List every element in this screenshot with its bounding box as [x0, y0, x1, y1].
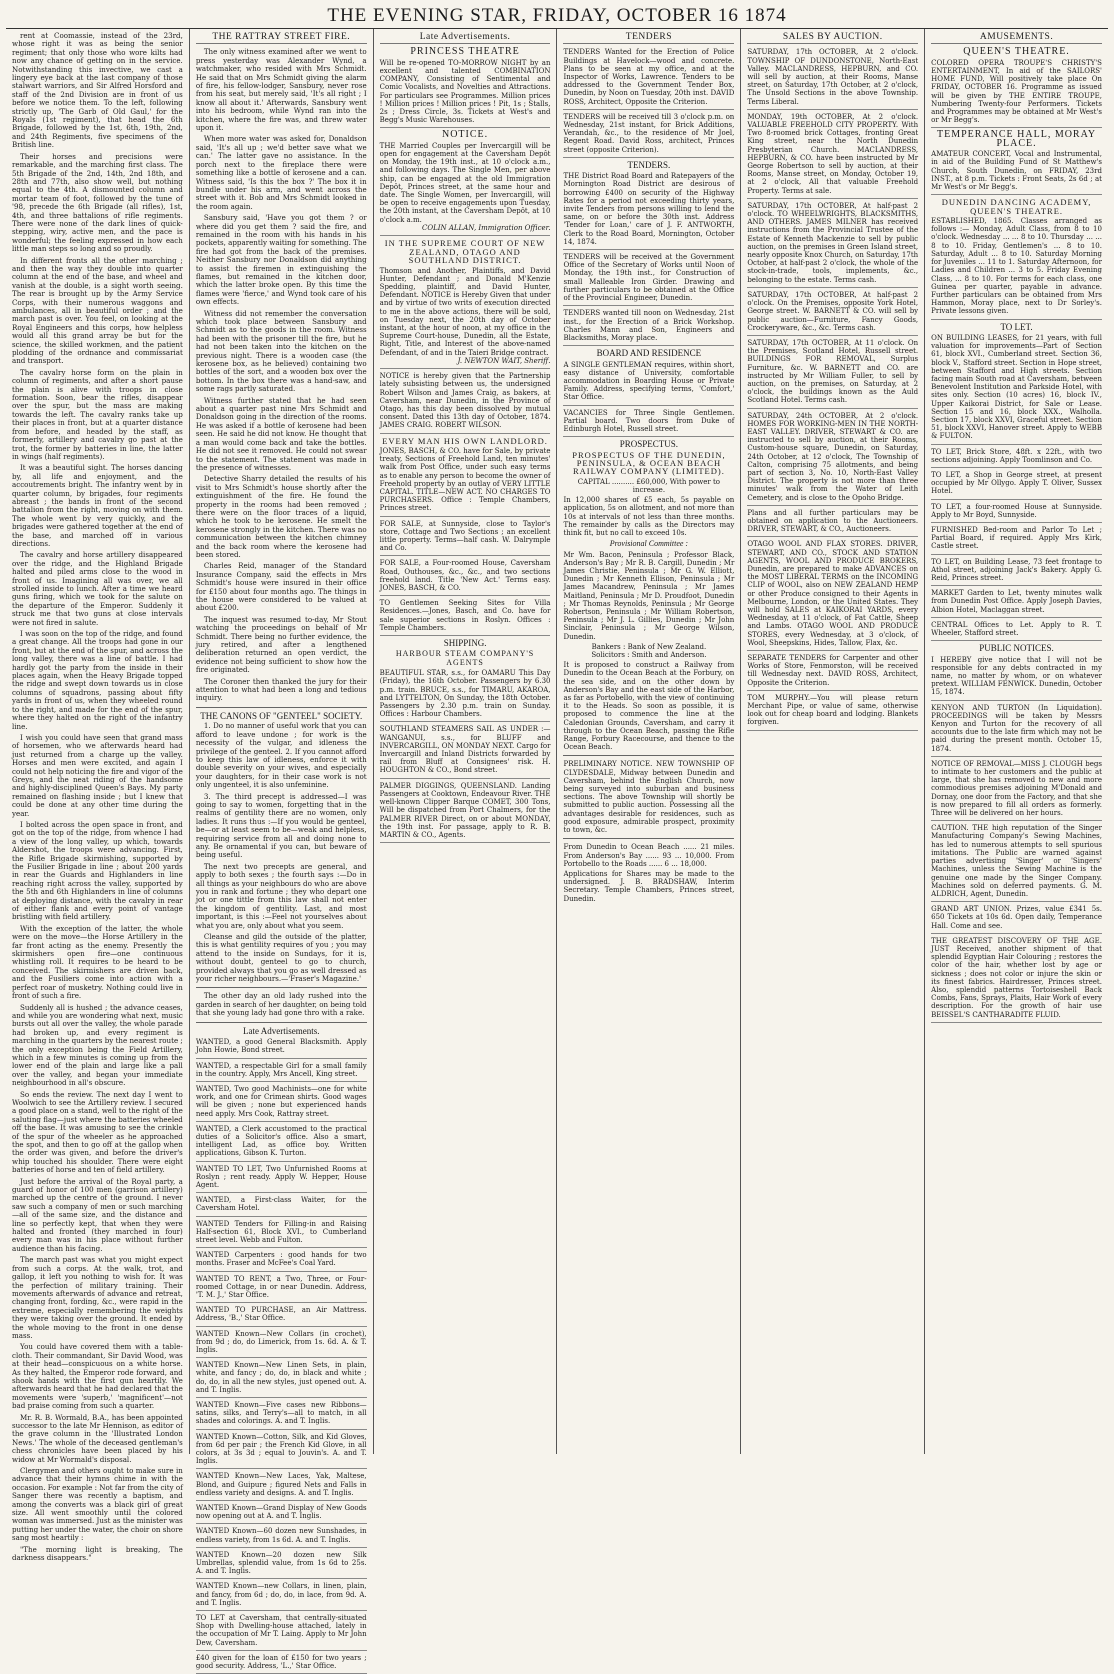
auction-ad	[747, 540, 918, 651]
sale-ad	[380, 559, 551, 596]
wanted-ad	[196, 1220, 367, 1249]
tenders-subheading: TENDERS.	[627, 159, 671, 170]
column-5	[740, 29, 924, 1454]
article-paragraph	[12, 257, 183, 366]
article-paragraph-text: You could have covered them with a table-cloth. Their commandant, Sir David Wood, was at their head—conspicuous on a white horse. As they halted, the Emperor rode forward, and shook hands with the first gun heartily. We afterwards heard that he had declared that the movements were 'superb,' 'magnificent'—not bad praise coming from such a quarter.	[12, 1342, 183, 1411]
divider	[196, 987, 367, 988]
article-paragraph-text: Mr. R. B. Wormald, B.A., has been appointed successor to the late Mr Hennison, as editor of the grave column in the 'Illustrated London News.' The whole of the deceased gentleman's chess chronicles have been placed by his widow at Mr Wormald's disposal.	[12, 1412, 183, 1464]
article-paragraph	[12, 369, 183, 461]
tender-ad	[563, 172, 734, 250]
wanted-ad	[196, 1472, 367, 1501]
auction-ad-text: SATURDAY, 24th OCTOBER, At 2 o'clock. HOMES FOR WORKING-MEN IN THE NORTH-EAST VALLEY. DRIVER, STEWART & CO. are instructed to sell by auction, at their Rooms, Custom-house square, Dunedin, on Saturday, 24th October, at 12 o'clock, The Township of Calton, comprising 75 allotments, and being part of section 3, No. 10, North-East Valley District. The property is not more than three minutes' walk from the Water of Leith Cemetery, and is close to the Opoho Bridge.	[747, 411, 919, 502]
article-paragraph-text: 3. The third precept is addressed—I was going to say to women, forgetting that in the realms of gentility there are no women, only ladies. It runs thus :—If you would be genteel, be—or at least seem to be—weak and helpless, requiring service from all and doing none to any. Be ornamental if you can, but beware of being useful.	[195, 791, 367, 860]
to-let-ad	[931, 558, 1102, 587]
public-notice-text: NOTICE OF REMOVAL—MISS J. CLOUGH begs to intimate to her customers and the public at large, that she has removed to new and more commodious premises adjoining M'Donald and Dornay, one door from the Factory, and that she is now prepared to fill all orders as formerly. Three will be delivered on her hours.	[931, 759, 1102, 818]
dancing-academy-ad	[931, 198, 1102, 319]
public-notice-text: KENYON AND TURTON (In Liquidation). PROCEEDINGS will be taken by Messrs Kenyon and Turton for the recovery of all accounts due to the late firm which may not be paid during the present month. October 15, 1874.	[931, 703, 1102, 753]
fares-table: From Dunedin to Ocean Beach ...... 21 miles. From Anderson's Bay ...... 93 ... 10,000. From Portobello to the Roads ...... 6 ... 18,000.	[563, 843, 735, 868]
palmer-diggings-ad	[380, 782, 551, 843]
article-paragraph-text: Just before the arrival of the Royal party, a guard of honor of 100 men (garrison artillery) marched up the centre of the ground. I never saw such a company of men or such marching—all of the same size, and the distance and line so perfectly kept, that when they were halted and fronted (they marched in four) every man was in his place without further audience than his facing.	[12, 1176, 183, 1253]
to-let-ad	[931, 334, 1102, 445]
partnership-notice	[380, 372, 551, 433]
court-title: IN THE SUPREME COURT OF NEW ZEALAND, OTAGO AND SOUTHLAND DISTRICT.	[384, 238, 546, 266]
article-paragraph-text: The Coroner then thanked the jury for their attention to what had been a long and tedious inquiry.	[195, 676, 367, 703]
to-let-ad-text: TO LET, Brick Store, 48ft. x 22ft., with two sections adjoining. Apply Toomlinson and Co.	[931, 447, 1102, 464]
wanted-ad	[196, 1196, 367, 1216]
dancing-title: DUNEDIN DANCING ACADEMY, QUEEN'S THEATRE.	[941, 197, 1092, 216]
article-paragraph	[196, 48, 367, 132]
temperance-body: AMATEUR CONCERT, Vocal and Instrumental, in aid of the Building Fund of St Matthew's Church, South Dunedin, on FRIDAY, 23rd INST., at 8 p.m. Tickets : Front Seats, 2s 6d ; at Mr West's or Mr Begg's.	[931, 150, 1102, 192]
princess-theatre-ad	[380, 48, 551, 128]
article-paragraph	[12, 1004, 183, 1088]
partnership-body: NOTICE is hereby given that the Partnership lately subsisting between us, the undersigned Robert Wilson and James Craig, as bakers, at Caversham, near Dunedin, in the Province of Otago, has this day been dissolved by mutual consent. Dated this 13th day of October, 1874. JAMES CRAIG. ROBERT WILSON.	[379, 372, 551, 430]
public-notice-text: I HEREBY give notice that I will not be responsible for any debts contracted in my name, no matter by whom, or on whatever pretext. WILLIAM FENWICK. Dunedin, October 15, 1874.	[931, 655, 1102, 697]
article-paragraph	[12, 1343, 183, 1410]
auction-ads	[747, 48, 918, 730]
auction-ad	[747, 339, 918, 409]
princess-theatre-body: Will be re-opened TO-MORROW NIGHT by an excellent and talented COMBINATION COMPANY, Consisting of Sentimental and Comic Vocalists, and Novelties and Attractions. For particulars see Programmes. Million prices ! Million prices ! Million prices ! Pit, 1s ; Stalls, 2s ; Dress Circle, 3s. Tickets at West's and Begg's Music Warehouses.	[379, 58, 551, 125]
tender-body: TENDERS Wanted for the Erection of Police Buildings at Havelock—wood and concrete. Plans to be seen at my office, and at the Inspector of Works, Lawrence. Tenders to be addressed to the Government Tender Box, Dunedin, by Noon on Tuesday, 20th inst. DAVID ROSS, Architect, Opposite the Criterion.	[563, 48, 735, 106]
southland-body: SOUTHLAND STEAMERS SAIL AS UNDER :— WANGANUI, s.s., for BLUFF and INVERCARGILL, ON MONDAY NEXT. Cargo for Invercargill and Inland Districts forwarded by rail from Bluff at Consignees' risk. H. HOUGHTON & CO., Bond street.	[379, 725, 551, 775]
to-let-ad-text: TO LET, a four-roomed House at Sunnyside. Apply to Mr Boyd, Sunnyside.	[931, 502, 1102, 519]
wanted-ad	[196, 1527, 367, 1547]
solicitors-line: Solicitors : Smith and Anderson.	[591, 651, 707, 660]
article-paragraph	[12, 630, 183, 731]
wanted-ad	[196, 1125, 367, 1162]
capital-line: CAPITAL .......... £60,000, With power to increase.	[577, 477, 721, 494]
auction-ad-text: SATURDAY, 17th OCTOBER, At 11 o'clock. On the Premises, Scotland Hotel, Russell street. BUILDINGS FOR REMOVAL, Surplus Furniture, &c. W. BARNETT and CO. are instructed by Mr William Fuller, to sell by auction, on the premises, on Saturday, at 2 o'clock, the buildings known as the Auld Scotland Hotel. Terms cash.	[747, 338, 919, 405]
wanted-ads	[196, 1038, 367, 1674]
wanted-ad	[196, 1582, 367, 1611]
column-6	[924, 29, 1108, 1454]
late-ads-heading: Late Advertisements.	[243, 1025, 320, 1036]
wanted-ad	[196, 1165, 367, 1194]
auction-ad-text: MONDAY, 19th OCTOBER, At 2 o'clock. VALUABLE FREEHOLD CITY PROPERTY. With Two 8-roomed brick Cottages, fronting Great King street, near the North Dunedin Presbyterian Church. MACLANDRESS, HEPBURN, & CO. have been instructed by Mr George Robertson to sell by auction, at their Rooms, Manse street, on Monday, October 19, at 2 o'clock, All that valuable Freehold Property. Terms at sale.	[747, 112, 919, 195]
wanted-ad	[196, 1361, 367, 1398]
rattray-fire-heading: THE RATTRAY STREET FIRE.	[196, 33, 367, 44]
article-paragraph-text: The march past was what you might expect from such a corps. At the walk, trot, and gallop, it left you nothing to wish for. It was the perfection of military training. Their movements afterwards of advance and retreat, changing front, fording, &c., were rapid in the extreme, especially remembering the weights they were taking over the ground. It ended by the whole moving to the front in one dense mass.	[12, 1255, 183, 1340]
article-paragraph	[12, 1414, 183, 1464]
harbour-steam-ad	[380, 650, 551, 722]
bankers-line: Bankers : Bank of New Zealand.	[591, 642, 707, 651]
notice-signature: COLIN ALLAN, Immigration Officer.	[422, 223, 551, 232]
article-paragraph	[12, 464, 183, 548]
auction-ad	[747, 202, 918, 288]
board-ad	[563, 409, 734, 438]
public-notice-text: THE GREATEST DISCOVERY OF THE AGE. JUST Received, another shipment of that splendid Egyptian Hair Colouring ; restores the color of the hair, whether lost by age or sickness ; does not color or injure the skin or its finest fabrics. Hairdresser, Princes street. Also, splendid patterns Tortoiseshell Back Combs, Fans, Sprays, Plaits, Hair Work of every description. For the growth of hair use BEISSEL'S CANTHARADITE FLUID.	[931, 936, 1102, 1019]
to-let-ad-text: TO LET, on Building Lease, 73 feet frontage to Athol street, adjoining Jack's Bakery. Apply G. Reid, Princes street.	[931, 557, 1102, 582]
bradshaw-notice: Applications for Shares may be made to the undersigned. J. B. BRADSHAW, Interim Secretary. Temple Chambers, Princes street, Dunedin.	[563, 869, 735, 903]
public-notice-text: CAUTION. THE high reputation of the Singer Manufacturing Company's Sewing Machines, has led to numerous attempts to sell spurious imitations. The Public are warned against parties advertising 'Singer' or 'Singers' Machines, unless the Sewing Machine is the genuine one made by the Singer Company. Machines sold on deferred payments. G. M. ALDRICH, Agent, Dunedin.	[931, 824, 1102, 898]
article-paragraph-text: So ends the review. The next day I went to Woolwich to see the Artillery review. I secured a good place on a stand, well to the right of the saluting flag—just where the batteries wheeled off the base. It was amusing to see the crinkle of the spur of the wheeler as he approached the spot, and then to go off at the gallop when the order was given, and before the driver's whip touched his shoulder. There were eight batteries of horse and ten of field artillery.	[12, 1089, 183, 1175]
article-paragraph	[12, 1546, 183, 1563]
wanted-ad	[196, 1330, 367, 1359]
columns	[6, 29, 1108, 1671]
wanted-ad	[196, 1062, 367, 1082]
notice-body: THE Married Couples per Invercargill will be open for engagement at the Caversham Depôt on Monday, the 19th inst., at 10 o'clock a.m., and following days. The Single Men, per above ship, can be engaged at the old Immigration Depôt, Princes street, at the same hour and date. The Single Women, per Invercargill, will be open to receive engagements upon Tuesday, the 20th instant, at the Caversham Depôt, at 10 o'clock a.m.	[379, 141, 551, 224]
princess-theatre-title: PRINCESS THEATRE	[410, 46, 520, 58]
article-paragraph	[196, 135, 367, 211]
wanted-ad-text: WANTED, a Clerk accustomed to the practical duties of a Solicitor's office. Also a smart, intelligent Lad, as office boy. Written applications, Gibson K. Turton.	[195, 1124, 367, 1158]
wanted-ad-text: WANTED Known—Cotton, Silk, and Kid Gloves, from 6d per pair ; the French Kid Glove, in all colors, at 3s 3d ; equal to Jouvin's. A. and T. Inglis.	[195, 1432, 367, 1466]
article-paragraph-text: With the exception of the latter, the whole were on the move—the Horse Artillery in the far front acting as the enemy. Presently the skirmishers open fire—one continuous whistling roll. It requires to be heard to be conceived. The skirmishers are driven back, and the Fusiliers come into action with a perfect roar of musketry. Nothing could live in front of such a fire.	[12, 923, 183, 1001]
wanted-ad-text: WANTED Known—Grand Display of New Goods now opening out at A. and T. Inglis.	[195, 1504, 367, 1521]
article-paragraph-text: I bolted across the open space in front, and got on the top of the ridge, from whence I had a view of the long valley, up which, towards Aldershot, the troops were advancing. First, the Rifle Brigade skirmishing, supported by the Fusilier Brigade in line ; about 200 yards in rear the Guards and Highlanders in line reaching right across the valley, supported by the 5th and 6th Highlanders in line of columns at deploying distance, with the cavalry in rear of either flank and every point of vantage bristling with field artillery.	[12, 819, 183, 922]
landlord-ad	[380, 437, 551, 517]
public-notice	[931, 760, 1102, 821]
landlord-title: EVERY MAN HIS OWN LANDLORD.	[382, 435, 548, 446]
article-paragraph-text: Their horses and precisions were remarkable, and the marching first class. The 5th Brigade of the 2nd, 14th, 2nd 18th, and 28th and 77th, also show well, but nothing equal to the 4th. A dismounted column and mortar team of foot, followed by the tune of '98, precede the 6th Brigade (all rifles), 1st, 4th, and three battalions of rifle regiments. There were none of the dark lines of quick-stepping, wiry, active men, and the pace is wonderful; the feeling expressed in how each little man steps so long and so proudly.	[12, 151, 183, 254]
article-paragraph	[12, 1178, 183, 1254]
public-notice-ads	[931, 656, 1102, 1023]
auction-ad	[747, 654, 918, 691]
wanted-ad	[196, 1306, 367, 1326]
article-paragraph-text: Detective Sharry detailed the results of his visit to Mrs Schmidt's house shortly after the extinguishment of the fire. He found the property in the rooms had been removed ; there were on the floor traces of a liquid, which he took to be kerosene. He smelt the kerosene strongly in the kitchen. There was no communication between the kitchen chimney and the back room where the kerosene had been stored.	[195, 474, 367, 559]
auction-ad	[747, 412, 918, 506]
court-notice	[380, 239, 551, 369]
divider	[563, 838, 734, 839]
article-paragraph-text: I was soon on the top of the ridge, and found a great change. All the troops had gone in our front, but at the end of the spur, and across the long valley, there was a line of battle. I had hardly got the party from the inside in their places again, when the Heavy Brigade topped the ridge and swept down towards us in close columns of squadrons, passing about fifty yards in front of us, when they wheeled round to the right, and made for the end of the spur, where they halted on the right of the infantry line.	[12, 629, 183, 731]
auction-ad	[747, 509, 918, 538]
to-let-ads	[931, 334, 1102, 641]
article-paragraph	[196, 214, 367, 306]
article-paragraph-text: Charles Reid, manager of the Standard Insurance Company, said the effects in Mrs Schmidt's house were insured in their office for £150 about four months ago. The things in the house were considered to be valued at about £200.	[195, 561, 367, 613]
tenders-heading: TENDERS	[563, 33, 734, 44]
immigration-notice	[380, 131, 551, 236]
wanted-ad	[196, 1614, 367, 1651]
southland-steamers-ad	[380, 725, 551, 778]
article-paragraph	[196, 793, 367, 860]
auction-heading: SALES BY AUCTION.	[747, 33, 918, 44]
to-let-ad	[931, 471, 1102, 500]
to-let-ad-text: ON BUILDING LEASES, for 21 years, with full valuation for improvements—Part of Section 61, block XVI., Cumberland street. Section 36, block V., Stafford street. Section in Hope street, between Stafford and High streets. Section facing main South road at Caversham, between Benevolent Institution and Parkside Hotel, with sites only. Section (10 acres) 16, block IV., Upper Kaikorai District, for Sale or Lease. Section 15 and 16, block XXX., Walholla. Section 17, block XXVI, Graceful street. Section 51, block XXVI, Hanover street. Apply to WEBB & FULTON.	[931, 333, 1102, 441]
sale-ad	[380, 599, 551, 636]
prospectus-subtitle: PROSPECTUS OF THE DUNEDIN, PENINSULA, & OCEAN BEACH RAILWAY COMPANY (LIMITED).	[572, 449, 726, 477]
temperance-title: TEMPERANCE HALL, MORAY PLACE.	[936, 129, 1097, 149]
wanted-ad	[196, 1275, 367, 1304]
sale-body: FOR SALE, at Sunnyside, close to Taylor's store, Cottage and Two Sections ; an excellent little property. Terms—half cash. W. Dalrymple and Co.	[379, 519, 551, 553]
wanted-ad-text: TO LET at Caversham, that centrally-situated Shop with Dwelling-house attached, lately in the occupation of Mr T. Laing. Apply to Mr John Dew, Caversham.	[195, 1614, 367, 1647]
public-notice-text: GRAND ART UNION. Prizes, value £341 5s. 650 Tickets at 10s 6d. Open daily, Temperance Hall. Come and see.	[931, 905, 1102, 930]
article-paragraph-text: Cleanse and gild the outside of the platter, this is what gentility requires of you ; you may attend to the inside on Sundays, for it is, without doubt, genteel to go to church, provided always that you go as well dressed as your richer neighbours.—'Fraser's Magazine.'	[195, 932, 367, 984]
wanted-ad-text: WANTED, a respectable Girl for a small family in the country. Apply, Mrs Ancell, King street.	[195, 1061, 367, 1078]
sale-body: FOR SALE, a Four-roomed House, Caversham Road, Outhouses, &c., &c., and two sections freehold land. Title 'New Act.' Terms easy. JONES, BASCH, & CO.	[379, 559, 551, 593]
to-let-ad-text: TO LET, a Shop in George street, at present occupied by Mr Ollygo. Apply T. Oliver, Sussex Hotel.	[931, 470, 1102, 496]
article-paragraph-text: The next two precepts are general, and apply to both sexes ; the fourth says :—Do in all things as your neighbours do who are above you in rank and fortune ; they who depart one jot or one tittle from this law shall not enter the kingdom of gentility. Last, and most important, is this :—Feel not yourselves about what you are, only about what you seem.	[195, 861, 367, 930]
article-paragraph-text: In different fronts all the other marching ; and then the way they double into quarter column at the end of the base, and wheel and vanish at the double, is a sight worth seeing. The rear is brought up by the Army Service Corps, with their numerous waggons and ambulances, all in beautiful order ; and the march past is over. You feel, on looking at the Royal Engineers and this corps, how helpless would all this grand array be but for the science, the skilled workmen, and the patient plodding of the ordnance and commissariat and transport.	[12, 255, 183, 366]
article-paragraph	[196, 310, 367, 394]
wanted-ad	[196, 1401, 367, 1430]
prospectus-heading: PROSPECTUS.	[619, 439, 679, 450]
notice-title: NOTICE.	[441, 129, 489, 141]
court-body: Thomson and Another, Plaintiffs, and David Hunter, Defendant ; and Donald M'Kenzie Spedding, plaintiff, and David Hunter, Defendant. NOTICE is Hereby Given that under and by virtue of two writs of execution directed to me in the above actions, there will be sold, on Tuesday next, the 20th day of October instant, at the hour of noon, at my office in the Supreme Court-house, Dunedin, all the Estate, Right, Title, and Interest of the above-named Defendant, of and in the Taieri Bridge contract.	[379, 266, 551, 357]
to-let-ad	[931, 621, 1102, 641]
wanted-ad-text: WANTED Known—New Laces, Yak, Maltese, Blond, and Guipure ; figured Nets and Falls in endless variety and designs. A. and T. Inglis.	[195, 1472, 367, 1497]
wanted-ad	[196, 1251, 367, 1271]
article-paragraph-text: Witness further stated that he had seen about a quarter past nine Mrs Schmidt and Donaldson going in the direction of the rooms. He was asked if a bottle of kerosene had been seen. He said he did not know. He thought that a man would come back and take the bottles. He did not see it removed. He could not swear to the statement. The statement was made in the presence of witnesses.	[195, 395, 367, 472]
auction-ad	[747, 291, 918, 336]
note-text: The other day an old lady rushed into the garden in search of her daughter, on being told that she young lady had gone thro with a rake.	[195, 991, 367, 1018]
sale-ad	[380, 520, 551, 557]
tender-body: TENDERS will be received till 3 o'clock p.m. on Wednesday, 21st instant, for Brick Additions, Verandah, &c., to the residence of Mr Joel, Regent Road. David Ross, architect, Princes street (opposite Criterion).	[563, 112, 735, 154]
court-signature: J. NEWTON WAIT, Sheriff.	[457, 356, 551, 365]
wanted-ad-text: WANTED, a First-class Waiter, for the Caversham Hotel.	[195, 1196, 367, 1213]
article-paragraph	[196, 475, 367, 559]
wanted-ad-text: WANTED, a good General Blacksmith. Apply John Howie, Bond street.	[195, 1038, 367, 1055]
auction-ad	[747, 694, 918, 731]
prospectus-body-2: It is proposed to construct a Railway from Dunedin to the Ocean Beach at the Forbury, on the sea side, and on the other down by Anderson's Bay and the east side of the Harbor, as far as Portobello, with the view of continuing it to the Heads. So soon as possible, it is proposed to commence the line at the Caledonian Grounds, Caversham, and carry it through to the Ocean Beach, passing the Rifle Range, Forbury Racecourse, and thence to the Ocean Beach.	[563, 661, 735, 752]
board-body: A SINGLE GENTLEMAN requires, within short, easy distance of University, comfortable accommodation in Boarding House or Private Family. Address, specifying terms, 'Comfort,' Star Office.	[563, 360, 735, 402]
wanted-ad	[196, 1551, 367, 1580]
auction-ad-text: OTAGO WOOL AND FLAX STORES. DRIVER, STEWART, AND CO., STOCK AND STATION AGENTS, WOOL AND PRODUCE BROKERS, Dunedin, are prepared to make ADVANCES on the MOST LIBERAL TERMS on the INCOMING CLIP of WOOL, also on NEW ZEALAND HEMP or other Produce consigned to their Agents in Melbourne, London, or the United States. They will hold SALES at KAIKORAI YARDS, every Wednesday, at 11 o'clock, of Fat Cattle, Sheep and Lambs. OTAGO WOOL AND PRODUCE STORES, every Wednesday, at 3 o'clock, of Wool, Sheepskins, Hides, Tallow, Flax, &c.	[747, 540, 919, 647]
wanted-ad-text: WANTED Known—60 dozen new Sunshades, in endless variety, from 1s 6d. A. and T. Inglis.	[195, 1527, 367, 1544]
auction-ad-text: Plans and all further particulars may be obtained on application to the Auctioneers. DRIVER, STEWART, & CO., Auctioneers.	[747, 508, 919, 534]
wanted-ad-text: WANTED, Two good Machinists—one for white work, and one for Crimean shirts. Good wages will be given ; none but experienced hands need apply. Mrs Cook, Rattray street.	[195, 1084, 367, 1118]
amusements-heading: AMUSEMENTS.	[931, 33, 1102, 44]
divider	[196, 1022, 367, 1023]
canons-heading: THE CANONS OF "GENTEEL" SOCIETY.	[200, 710, 363, 721]
column-3	[373, 29, 557, 1454]
article-paragraph-text: Suddenly all is hushed ; the advance ceases, and while you are wondering what next, music bursts out all over the valley, the whole parade had broken up, and every regiment is marching in the quarters by the nearest route ; the only exception being the Field Artillery, which in a few minutes is coming up from the lower end of the plain and large like a pall over the valley, and began your immediate neighbourhood in all's obscure.	[12, 1002, 183, 1088]
to-let-ad	[931, 448, 1102, 468]
to-let-heading: TO LET.	[1000, 321, 1033, 332]
wanted-ad-text: WANTED Known—New Linen Sets, in plain, white, and fancy ; do, do, in black and white ; do, do, in all the new styles, just opened out. A. and T. Inglis.	[195, 1361, 367, 1394]
prospectus-body: In 12,000 shares of £5 each, 5s payable on application, 5s on allotment, and not more than 10s at intervals of not less than three months. The remainder by calls as the Directors may think fit, but no call to exceed 10s.	[563, 496, 735, 537]
masthead: THE EVENING STAR, FRIDAY, OCTOBER 16 1874	[6, 4, 1108, 29]
to-let-ad-text: MARKET Garden to Let, twenty minutes walk from Dunedin Post Office. Apply Joseph Davies, Albion Hotel, Maclaggan street.	[931, 589, 1102, 614]
article-paragraph	[196, 562, 367, 612]
article-paragraph	[196, 722, 367, 789]
wanted-ad-text: WANTED TO PURCHASE, an Air Mattress. Address, 'B.,' Star Office.	[195, 1306, 367, 1323]
board-heading: BOARD AND RESIDENCE	[596, 348, 702, 359]
wanted-ad	[196, 1038, 367, 1058]
temperance-hall-ad	[931, 131, 1102, 195]
queens-theatre-ad	[931, 48, 1102, 128]
article-paragraph	[196, 933, 367, 983]
sale-body: TO Gentlemen Seeking Sites for Villa Residences.—Jones, Basch, and Co. have for sale superior sections in Roslyn. Offices : Temple Chambers.	[379, 599, 551, 632]
public-notice	[931, 824, 1102, 902]
canons-article	[196, 722, 367, 983]
queens-theatre-body: COLORED OPERA TROUPE'S CHRISTY'S ENTERTAINMENT, In aid of the SAILORS' HOME FUND, Will positively take place On FRIDAY, OCTOBER 16. Programme as issued will be given by THE ENTIRE TROUPE, Numbering Twenty-four Performers. Tickets and Programmes may be obtained at Mr West's or Mr Begg's.	[931, 58, 1102, 125]
article-paragraph	[196, 863, 367, 930]
article-paragraph	[196, 678, 367, 703]
public-notices-heading: PUBLIC NOTICES.	[979, 643, 1054, 654]
column-1	[6, 29, 189, 1563]
board-body: VACANCIES for Three Single Gentlemen. Partial board. Two doors from Duke of Edinburgh Hotel, Russell street.	[563, 408, 735, 433]
article-paragraph	[12, 551, 183, 627]
palmer-body: PALMER DIGGINGS, QUEENSLAND. Landing Passengers at Cooktown, Endeavour River. THE well-known Clipper Barque COMET, 300 Tons, Will be dispatched from Port Chalmers, for the PALMER RIVER Direct, on or about MONDAY, the 19th inst. For passage, apply to R. B. MARTIN & CO., Agents.	[379, 781, 551, 839]
to-let-ad	[931, 589, 1102, 618]
wanted-ad	[196, 1433, 367, 1470]
tender-ad	[563, 309, 734, 346]
article-paragraph	[12, 1467, 183, 1543]
harbour-body: BEAUTIFUL STAR, s.s., for OAMARU This Day (Friday), the 16th October. Passengers by 6.30 p.m. train. BRUCE, s.s., for TIMARU, AKAROA, and LYTTELTON, On Sunday, the 18th October. Passengers by 2.30 p.m. train on Sunday. Offices : Harbour Chambers.	[379, 669, 551, 719]
article-paragraph	[196, 616, 367, 675]
article-paragraph-text: I wish you could have seen that grand mass of horsemen, who we afterwards heard had just returned from a charge up the valley. Horses and men were excited, and again I could not help noticing the fire and vigor of the Greys, and the neat riding of the handsome and highly-disciplined Queen's Bays. My party remained on flashing inside ; but I knew that could be done at any other time during the year.	[12, 732, 183, 818]
article-paragraph-text: When more water was asked for, Donaldson said, 'It's all up ; we'd better save what we can.' The latter gave no assistance. In the porch next to the fireplace there were something like a bottle of kerosene and a can. Witness said, 'Is this the box ?' The box it in bundle under his arm, and went across the street with it. Bob and Mrs Schmidt looked in the room again.	[195, 134, 367, 211]
shipping-heading: SHIPPING.	[443, 638, 487, 649]
to-let-ad	[931, 503, 1102, 523]
article-paragraph	[196, 397, 367, 473]
article-paragraph-text: Sansbury said, 'Have you got them ? or where did you get them ? said the fire, and remained in the room with his hands in his pockets, apparently waiting for something. The fire had got from the back of the premises. Neither Sansbury nor Donaldson did anything to assist the firemen in extinguishing the flames, but remained in the kitchen door, which the latter broke open. By this time the flames were 'fierce,' and Wynd took care of his own effects.	[195, 213, 367, 307]
wanted-ad-text: WANTED Known—Five cases new Ribbons—satins, silks, and Terry's—all to match, in all shades and colorings. A. and T. Inglis.	[195, 1401, 367, 1426]
article-paragraph-text: The only witness examined after we went to press yesterday was Alexander Wynd, a watchmaker, who resided with Mrs Schmidt. He said that on Mrs Schmidt giving the alarm of fire, his fellow-lodger, Sansbury, never rose from his seat, but merely said, 'It's all right ; I know all about it.' Afterwards, Sansbury went into his bedroom, while Wynd ran into the kitchen, where the fire was, and threw water upon it.	[195, 47, 367, 133]
wanted-ad	[196, 1654, 367, 1674]
article-paragraph	[12, 734, 183, 818]
auction-ad	[747, 48, 918, 109]
to-let-ad-text: CENTRAL Offices to Let. Apply to R. T. Wheeler, Stafford street.	[931, 620, 1102, 638]
article-paragraph-text: The cavalry horse form on the plain in column of regiments, and after a short pause the plain is alive with troops in close formation. Soon, bear the rifles, disappear over the spur, but the mass are making towards the left. The cavalry ranks take up their places in front, but at a quarter distance from before, and headed by the staff, as formerly, artillery and cavalry go past at the trot, the former by batteries in line, the latter in wings (half regiments).	[12, 367, 183, 461]
public-notice	[931, 937, 1102, 1023]
article-paragraph	[12, 821, 183, 922]
article-paragraph-text: The cavalry and horse artillery disappeared over the ridge, and the Highland Brigade halted and piled arms close to the wood in front of us. Imagining all was over, we all strolled inside to lunch. After a time we heard guns firing, which we took for the salute on the departure of the Emperor. Suddenly it struck me that two guns at close intervals were not fired in salute.	[12, 550, 183, 627]
wanted-ad-text: WANTED TO RENT, a Two, Three, or Four-roomed Cottage, in or near Dunedin. Address, 'T. M. J.,' Star Office.	[195, 1274, 367, 1299]
article-paragraph-text: Witness did not remember the conversation which took place between Sansbury and Schmidt as to the goods in the room. Witness had been with the prisoner till the fire, but he had not been taken into the kitchen on the previous night. There is a wooden case (the kerosene box, as he believed) containing two bottles of the sort, and a wooden box over the bottom. In the box there was a hand-saw, and some rags partly saturated.	[195, 308, 367, 394]
committee-heading: Provisional Committee :	[609, 539, 689, 549]
auction-ad-text: SATURDAY, 17th OCTOBER, At 2 o'clock. TOWNSHIP OF DUNDONSTONE, North-East Valley. MACLANDRESS, HEPBURN, and CO. will sell by auction, at their Rooms, Manse street, on Saturday, 17th October, at 2 o'clock, The Unsold Sections in the above Township. Terms Liberal.	[747, 48, 919, 106]
article-paragraph-text: 1. Do no manner of useful work that you can afford to leave undone ; for work is the necessity of the vulgar, and idleness the privilege of the genteel. 2. If you cannot afford to keep this law of idleness, enforce it with double severity on your wives, and especially your daughters, for in their case work is not only ungenteel, it is also unfeminine.	[195, 721, 367, 790]
article-paragraph-text: rent at Coomassie, instead of the 23rd, whose right it was as being the senior regiment; that only those who wore kilts had now any chance of getting on in the service. Notwithstanding this invective, we cast a lingery eye back at the last company of those stalwart warriors, and Sir Alfred Horsford and staff of the 2nd Division are in front of us before we notice them. To the left, following strictly up, 'The Garb of Old Gaul,' for the Royals (1st regiment), that head the 6th Brigade, followed by the 1st, 6th, 19th, 2nd, and 24th Regiments, five specimens of the British line.	[12, 31, 183, 150]
to-let-ad	[931, 526, 1102, 555]
article-paragraph-text: "The morning light is breaking, The darkness disappears."	[12, 1544, 183, 1563]
landlord-body: JONES, BASCH, & CO. have for Sale, by private treaty, Sections of Freehold Land, ten minutes' walk from Post Office, under such easy terms as to enable any person to become the owner of Freehold property by an outlay of VERY LITTLE CAPITAL. TITLE—NEW ACT. NO CHARGES TO PURCHASERS. Office : Temple Chambers, Princes street.	[379, 446, 551, 513]
auction-ad-text: TOM MURPHY.—You will please return Merchant Pipe, or value of same, otherwise look out for cheap board and lodging. Blankets forgiven.	[747, 693, 919, 727]
wanted-ad-text: WANTED Carpenters : good hands for two months. Fraser and McFee's Coal Yard.	[195, 1251, 367, 1268]
article-paragraph	[12, 1256, 183, 1340]
article-paragraph-text: Clergymen and others ought to make sure in advance that their hymns chime in with the occasion. For example : Not far from the city of Sanger there was recently a baptism, and among the converts was a black girl of great size. All went smoothly until the colored woman was immersed. Just as the minister was putting her under the water, the choir on shore sang most heartily :	[12, 1466, 183, 1543]
harbour-title: HARBOUR STEAM COMPANY'S AGENTS	[395, 649, 535, 667]
dancing-body: ESTABLISHED, 1865. Classes arranged as follows :— Monday, Adult Class, from 8 to 10 o'clock. Wednesday ... ... 8 to 10. Thursday ... ... 8 to 10. Friday, Gentlemen's ... 8 to 10. Saturday, Adult ... 8 to 10. Saturday Morning for Juveniles ... 11 to 1. Saturday Afternoon, for Ladies and Children ... 3 to 5. Friday Evening Class, ... 8 to 10. For terms for each class, one Guinea per quarter, payable in advance. Further particulars can be obtained from Mrs Hammon, Moray place, next to Dr Sorley's. Private lessons given.	[931, 217, 1102, 316]
article-paragraph	[12, 1091, 183, 1175]
public-notice	[931, 704, 1102, 757]
public-notice	[931, 656, 1102, 701]
wanted-ad-text: WANTED TO LET, Two Unfurnished Rooms at Roslyn ; rent ready. Apply W. Hepper, House Agent.	[195, 1164, 367, 1189]
wanted-ad-text: WANTED Tenders for Filling-in and Raising Half-section 61, Block XVI., to Cumberland street level. Webb and Fulton.	[195, 1219, 367, 1244]
column-2	[189, 29, 373, 1671]
board-ad	[563, 361, 734, 406]
tender-body: TENDERS will be received at the Government Office of the Secretary of Works until Noon of Monday, the 19th inst., for Construction of small Malleable Iron Girder. Drawing and further particulars to be obtained at the Office of the Provincial Engineer, Dunedin.	[563, 253, 735, 303]
wanted-ad-text: £40 given for the loan of £150 for two years ; good security. Address, 'L.,' Star Office.	[195, 1653, 367, 1671]
tender-ad	[563, 113, 734, 158]
divider	[196, 707, 367, 708]
article-paragraph	[12, 925, 183, 1001]
tender-ad	[563, 253, 734, 306]
article-paragraph-text: It was a beautiful sight. The horses dancing by, all life and enjoyment, and the accoutrements bright. The infantry went by in quarter column, by brigades, four regiments abreast ; the bands in front of the second battalion from the right, moving on with them. The whole went by very quickly, and the brigades were gathered together at the end of the base, and marched off in various directions.	[12, 463, 183, 548]
tender-ad	[563, 48, 734, 109]
public-notice	[931, 905, 1102, 934]
auction-ad	[747, 113, 918, 199]
wanted-ad-text: WANTED Known—New Collars (in crochet), from 9d ; do, do Limerick, from 1s. 6d. A. & T. Inglis.	[195, 1329, 367, 1354]
divider	[563, 755, 734, 756]
wanted-ad	[196, 1504, 367, 1524]
auction-ad-text: SATURDAY, 17th OCTOBER, At half-past 2 o'clock. On the Premises, opposite York Hotel, George street. W. BARNETT & CO. will sell by public auction—Furniture, Fancy Goods, Crockeryware, &c., &c. Terms cash.	[747, 290, 919, 332]
auction-ad-text: SEPARATE TENDERS for Carpenter and other Works of Store, Fenmorston, will be received till Wednesday next. DAVID ROSS, Architect, Opposite the Criterion.	[747, 654, 919, 687]
article-paragraph	[12, 32, 183, 150]
to-let-ad-text: FURNISHED Bed-room and Parlor To Let ; Partial Board, if required. Apply Mrs Kirk, Castle street.	[931, 525, 1102, 551]
wanted-ad-text: WANTED Known—new Collars, in linen, plain, and fancy, from 6d ; do, do, in lace, from 9d. A. and T. Inglis.	[195, 1582, 367, 1607]
article-paragraph-text: The inquest was resumed to-day, Mr Stout watching the proceedings on behalf of Mr Schmidt. There being no further evidence, the jury retired, and after a lengthened deliberation returned an open verdict, the evidence not being sufficient to show how the fire originated.	[195, 614, 367, 675]
wanted-ad	[196, 1085, 367, 1122]
auction-ad-text: SATURDAY, 17th OCTOBER, At half-past 2 o'clock. TO WHEELWRIGHTS, BLACKSMITHS, AND OTHERS. JAMES MILNER has received instructions from the Provincial Trustee of the Estate of Kenneth Mackenzie to sell by public auction, on the premises in Green Island street, nearly opposite Knox Church, on Saturday, 17th October, at half-past 2 o'clock, the whole of the stock-in-trade, tools, implements, &c., belonging to the estate. Terms cash.	[747, 201, 919, 284]
tender-body: THE District Road Board and Ratepayers of the Mornington Road District are desirous of borrowing £400 on security of the Highway Rates for a period not exceeding thirty years, invite Tenders from persons willing to lend the same, on or before the 30th inst. Address 'Tender for Loan,' care of J. F. ANTWORTH, Clerk to the Road Board, Mornington, October 14, 1874.	[563, 172, 735, 246]
article-paragraph	[12, 153, 183, 254]
column-4	[556, 29, 740, 1454]
clydesdale-notice: PRELIMINARY NOTICE. NEW TOWNSHIP OF CLYDESDALE, Midway between Dunedin and Caversham, behind the English Church, now being surveyed into suburban and business sections. The above Township will shortly be submitted to public auction. Possessing all the advantages desirable for residences, such as good exposure, admirable prospect, proximity to town, &c.	[563, 760, 735, 835]
late-ads-heading: Late Advertisements.	[380, 33, 551, 44]
wanted-ad-text: WANTED Known—20 dozen new Silk Umbrellas, splendid value, from 1s 6d to 25s. A. and T. Inglis.	[195, 1550, 367, 1576]
queens-theatre-title: QUEEN'S THEATRE.	[963, 46, 1070, 58]
tender-body: TENDERS wanted till noon on Wednesday, 21st inst., for the Erection of a Brick Workshop. Charles Mann and Son, Engineers and Blacksmiths, Moray place.	[563, 309, 735, 342]
committee-list: Mr Wm. Bacon, Peninsula ; Professor Black, Anderson's Bay ; Mr R. B. Cargill, Dunedin ; Mr James Christie, Peninsula ; Mr G. W. Elliott, Dunedin ; Mr Kenneth Ellison, Peninsula ; Mr James Macandrew, Peninsula ; Mr James Maitland, Peninsula ; Mr D. Proudfoot, Dunedin ; Mr Thomas Reynolds, Peninsula ; Mr George Robertson, Peninsula ; Mr William Robertson, Peninsula ; Mr J. L. Gillies, Dunedin ; Mr John Sinclair, Peninsula ; Mr George Wilson, Dunedin.	[563, 550, 735, 641]
rattray-fire-article	[196, 48, 367, 702]
